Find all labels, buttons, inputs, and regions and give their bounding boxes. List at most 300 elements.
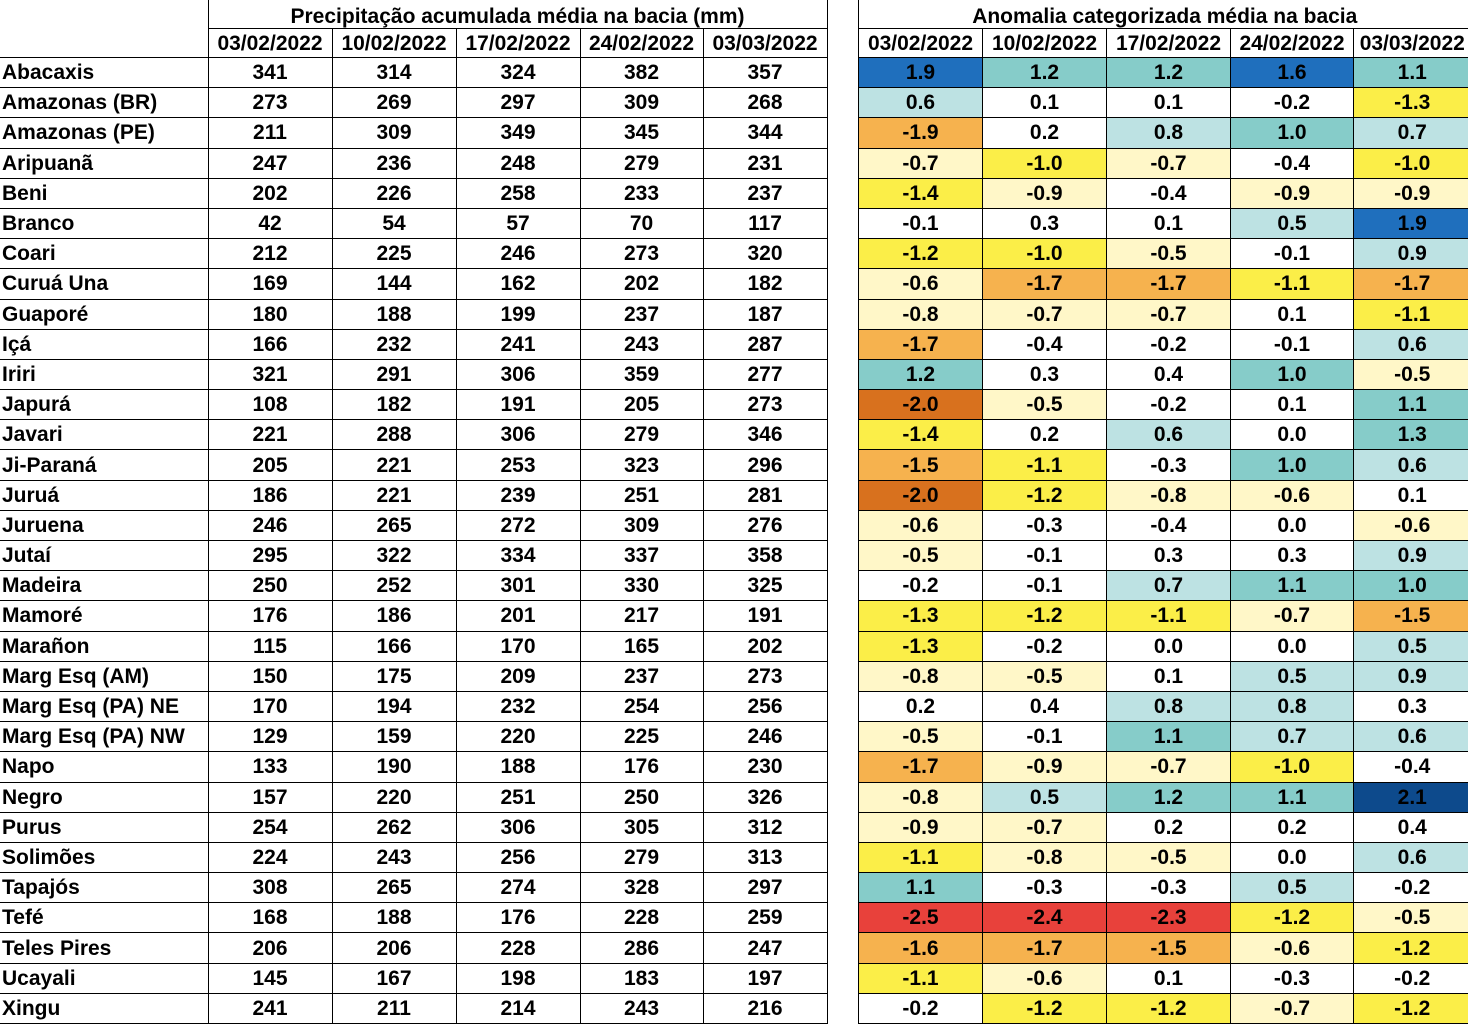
anomaly-cell: -0.5 [1107,842,1231,872]
table-row [0,541,827,571]
precip-cell: 202 [703,631,827,661]
anomaly-cell: -0.7 [1231,601,1354,631]
anomaly-cell: -1.1 [859,842,983,872]
anomaly-cell: 1.2 [1107,58,1231,88]
precip-cell: 322 [332,541,456,571]
precip-cell: 241 [208,993,332,1023]
basin-name: Juruá [0,480,208,510]
anomaly-cell: -0.6 [859,269,983,299]
precip-cell: 254 [208,812,332,842]
table-row [859,541,1468,571]
anomaly-cell: -1.4 [859,420,983,450]
table-row [859,58,1468,88]
precip-cell: 211 [332,993,456,1023]
anomaly-cell: 0.7 [1107,571,1231,601]
anomaly-cell: -0.4 [1107,178,1231,208]
anomaly-cell: -2.4 [983,903,1107,933]
table-row [859,299,1468,329]
anomaly-cell: -0.1 [983,722,1107,752]
precip-cell: 233 [580,178,703,208]
anomaly-cell: 0.8 [1107,118,1231,148]
anomaly-cell: -0.2 [1107,329,1231,359]
anomaly-cell: -1.6 [859,933,983,963]
anomaly-cell: 0.6 [1107,420,1231,450]
anom-date-header: 03/02/2022 [859,29,983,58]
precip-cell: 183 [580,963,703,993]
precip-cell: 306 [456,359,580,389]
precip-cell: 274 [456,873,580,903]
table-row [0,178,827,208]
precip-cell: 202 [580,269,703,299]
precip-cell: 358 [703,541,827,571]
precip-cell: 309 [580,510,703,540]
table-row [0,329,827,359]
anomaly-cell: -1.2 [983,601,1107,631]
precip-cell: 212 [208,239,332,269]
precip-cell: 344 [703,118,827,148]
precip-cell: 168 [208,903,332,933]
basin-name: Coari [0,239,208,269]
precip-cell: 296 [703,450,827,480]
anomaly-cell: -0.2 [859,993,983,1023]
anomaly-cell: 0.2 [1231,812,1354,842]
table-row [859,359,1468,389]
precip-cell: 253 [456,450,580,480]
precip-cell: 176 [456,903,580,933]
anomaly-cell: 0.9 [1354,239,1468,269]
precip-cell: 188 [456,752,580,782]
anom-date-header: 10/02/2022 [983,29,1107,58]
anomaly-cell: 1.0 [1231,450,1354,480]
precip-cell: 145 [208,963,332,993]
anomaly-cell: 1.3 [1354,420,1468,450]
anomaly-cell: -1.7 [859,329,983,359]
anomaly-cell: -0.5 [1354,903,1468,933]
anomaly-table [858,0,1468,1024]
anomaly-cell: 1.2 [983,58,1107,88]
anomaly-title: Anomalia categorizada média na bacia [859,0,1468,29]
precip-cell: 166 [332,631,456,661]
anomaly-cell: -1.3 [859,601,983,631]
precip-cell: 382 [580,58,703,88]
anomaly-cell: -1.4 [859,178,983,208]
anomaly-cell: -1.0 [983,148,1107,178]
table-row [859,178,1468,208]
anomaly-cell: 0.6 [1354,329,1468,359]
table-row [0,873,827,903]
anomaly-cell: -0.1 [983,571,1107,601]
anomaly-cell: -0.4 [983,329,1107,359]
anomaly-cell: -0.1 [1231,239,1354,269]
table-row [859,450,1468,480]
table-row [859,722,1468,752]
anomaly-cell: -0.1 [1231,329,1354,359]
precip-cell: 243 [580,329,703,359]
table-row [0,993,827,1023]
table-row [859,631,1468,661]
precip-cell: 256 [456,842,580,872]
anomaly-cell: 1.0 [1354,571,1468,601]
table-row [0,390,827,420]
precip-cell: 186 [208,480,332,510]
anomaly-cell: 0.1 [983,88,1107,118]
basin-name: Napo [0,752,208,782]
precip-cell: 216 [703,993,827,1023]
precip-cell: 247 [208,148,332,178]
anomaly-cell: 0.6 [859,88,983,118]
anomaly-cell: -0.5 [859,541,983,571]
anomaly-cell: 0.7 [1231,722,1354,752]
precip-cell: 228 [456,933,580,963]
anomaly-cell: 0.8 [1231,691,1354,721]
anomaly-cell: 0.3 [1231,541,1354,571]
basin-name: Xingu [0,993,208,1023]
anomaly-cell: -1.2 [1354,993,1468,1023]
precip-cell: 346 [703,420,827,450]
anomaly-cell: -1.0 [1354,148,1468,178]
precip-cell: 325 [703,571,827,601]
precip-cell: 279 [580,842,703,872]
anomaly-cell: -0.9 [1231,178,1354,208]
precip-cell: 291 [332,359,456,389]
anomaly-cell: -1.5 [1107,933,1231,963]
anomaly-cell: 0.0 [1231,420,1354,450]
precip-cell: 205 [580,390,703,420]
anomaly-cell: -1.7 [983,933,1107,963]
corner-cell [0,0,208,29]
basin-name: Amazonas (BR) [0,88,208,118]
anomaly-cell: -1.1 [859,963,983,993]
table-row [0,420,827,450]
anomaly-cell: -0.4 [1107,510,1231,540]
basin-name: Marg Esq (PA) NE [0,691,208,721]
anomaly-cell: -0.7 [859,148,983,178]
table-row [0,722,827,752]
anomaly-cell: -1.1 [1354,299,1468,329]
precip-cell: 330 [580,571,703,601]
anomaly-cell: -0.4 [1354,752,1468,782]
anomaly-cell: 0.2 [1107,812,1231,842]
basin-name: Ji-Paraná [0,450,208,480]
precip-cell: 246 [703,722,827,752]
precip-cell: 176 [208,601,332,631]
anomaly-cell: 1.0 [1231,359,1354,389]
anom-date-header: 03/03/2022 [1354,29,1468,58]
precip-cell: 205 [208,450,332,480]
basin-name: Japurá [0,390,208,420]
precip-cell: 288 [332,420,456,450]
precip-cell: 232 [332,329,456,359]
precip-cell: 197 [703,963,827,993]
anomaly-cell: 0.3 [1354,691,1468,721]
precip-cell: 202 [208,178,332,208]
anomaly-cell: -1.3 [1354,88,1468,118]
anomaly-cell: -0.2 [1231,88,1354,118]
anomaly-cell: -0.3 [983,510,1107,540]
anomaly-cell: -1.7 [1354,269,1468,299]
anomaly-cell: 0.3 [983,359,1107,389]
table-row [859,903,1468,933]
precip-cell: 209 [456,661,580,691]
precip-cell: 201 [456,601,580,631]
basin-name: Curuá Una [0,269,208,299]
precip-cell: 199 [456,299,580,329]
precip-cell: 144 [332,269,456,299]
anomaly-cell: 0.4 [1107,359,1231,389]
precip-cell: 341 [208,58,332,88]
basin-name: Juruena [0,510,208,540]
precip-cell: 273 [580,239,703,269]
basin-name: Tapajós [0,873,208,903]
basin-name: Javari [0,420,208,450]
table-row [0,571,827,601]
table-row [859,208,1468,238]
anomaly-cell: 0.6 [1354,722,1468,752]
precip-cell: 150 [208,661,332,691]
anomaly-cell: -0.8 [859,782,983,812]
anom-date-header: 17/02/2022 [1107,29,1231,58]
precip-cell: 57 [456,208,580,238]
table-row [0,239,827,269]
precip-cell: 250 [208,571,332,601]
precip-cell: 272 [456,510,580,540]
anomaly-cell: -0.3 [1231,963,1354,993]
table-row [859,239,1468,269]
anomaly-cell: -0.2 [1354,963,1468,993]
anomaly-cell: -1.1 [983,450,1107,480]
precip-cell: 297 [703,873,827,903]
precip-cell: 306 [456,420,580,450]
precip-cell: 265 [332,873,456,903]
anomaly-cell: -2.0 [859,480,983,510]
anomaly-cell: 0.6 [1354,842,1468,872]
table-row [859,691,1468,721]
precip-cell: 129 [208,722,332,752]
table-row [859,993,1468,1023]
precip-cell: 246 [208,510,332,540]
table-row [0,450,827,480]
table-row [0,812,827,842]
precip-cell: 206 [208,933,332,963]
table-row [0,933,827,963]
precip-cell: 220 [456,722,580,752]
anomaly-cell: -2.0 [859,390,983,420]
anomaly-cell: -1.9 [859,118,983,148]
anomaly-cell: -0.7 [1107,299,1231,329]
anomaly-cell: 0.8 [1107,691,1231,721]
anomaly-cell: 1.2 [859,359,983,389]
anomaly-cell: 0.1 [1354,480,1468,510]
anomaly-cell: -0.2 [1354,873,1468,903]
precip-cell: 186 [332,601,456,631]
anomaly-cell: -1.1 [1231,269,1354,299]
precip-cell: 169 [208,269,332,299]
basin-name: Beni [0,178,208,208]
anomaly-cell: 0.5 [1354,631,1468,661]
precip-cell: 286 [580,933,703,963]
anomaly-cell: -0.8 [1107,480,1231,510]
precip-cell: 167 [332,963,456,993]
table-row [0,269,827,299]
precip-cell: 159 [332,722,456,752]
anomaly-cell: 1.0 [1231,118,1354,148]
basin-name: Branco [0,208,208,238]
anomaly-cell: -0.5 [1354,359,1468,389]
anomaly-cell: 2.1 [1354,782,1468,812]
precip-cell: 42 [208,208,332,238]
anomaly-cell: 0.1 [1107,208,1231,238]
anomaly-cell: -0.7 [983,299,1107,329]
anomaly-cell: -0.7 [1231,993,1354,1023]
basin-name: Amazonas (PE) [0,118,208,148]
anomaly-cell: 0.5 [1231,208,1354,238]
anomaly-cell: 0.4 [1354,812,1468,842]
anomaly-cell: 1.9 [859,58,983,88]
precip-date-header: 10/02/2022 [332,29,456,58]
precip-date-header: 17/02/2022 [456,29,580,58]
precip-cell: 273 [208,88,332,118]
precip-cell: 246 [456,239,580,269]
precip-cell: 239 [456,480,580,510]
anomaly-cell: 0.5 [983,782,1107,812]
table-row [859,873,1468,903]
precip-cell: 321 [208,359,332,389]
table-row [859,510,1468,540]
precip-cell: 221 [208,420,332,450]
precip-cell: 251 [580,480,703,510]
table-row [0,58,827,88]
table-row [859,420,1468,450]
anomaly-header-row [859,29,1468,58]
anomaly-cell: 0.0 [1231,631,1354,661]
anomaly-cell: 0.5 [1231,661,1354,691]
anomaly-cell: -0.9 [1354,178,1468,208]
precipitation-title: Precipitação acumulada média na bacia (mm) [208,0,827,29]
table-row [0,510,827,540]
anomaly-cell: -0.1 [859,208,983,238]
precip-cell: 224 [208,842,332,872]
precip-cell: 323 [580,450,703,480]
anom-date-header: 24/02/2022 [1231,29,1354,58]
precip-cell: 312 [703,812,827,842]
table-row [859,812,1468,842]
table-row [859,390,1468,420]
basin-name: Negro [0,782,208,812]
anomaly-cell: -0.9 [983,752,1107,782]
anomaly-cell: -1.3 [859,631,983,661]
table-row [0,601,827,631]
anomaly-cell: 0.2 [983,118,1107,148]
precip-cell: 165 [580,631,703,661]
anomaly-cell: 1.1 [859,873,983,903]
precip-cell: 328 [580,873,703,903]
precip-cell: 306 [456,812,580,842]
anomaly-cell: -1.2 [983,993,1107,1023]
anomaly-cell: 0.1 [1231,299,1354,329]
table-row [859,661,1468,691]
anomaly-cell: -1.2 [1107,993,1231,1023]
anomaly-cell: 1.9 [1354,208,1468,238]
precip-cell: 188 [332,299,456,329]
table-row [0,480,827,510]
anomaly-cell: -0.4 [1231,148,1354,178]
anomaly-cell: -1.7 [859,752,983,782]
precip-cell: 194 [332,691,456,721]
anomaly-cell: -2.5 [859,903,983,933]
anomaly-cell: 0.5 [1231,873,1354,903]
basin-name: Teles Pires [0,933,208,963]
precip-cell: 237 [580,661,703,691]
table-row [859,601,1468,631]
precip-cell: 176 [580,752,703,782]
table-row [0,118,827,148]
table-row [0,208,827,238]
precip-cell: 108 [208,390,332,420]
precip-cell: 254 [580,691,703,721]
precip-cell: 256 [703,691,827,721]
precip-cell: 265 [332,510,456,540]
basin-name: Marg Esq (AM) [0,661,208,691]
anomaly-cell: 0.1 [1107,88,1231,118]
precip-cell: 305 [580,812,703,842]
precip-cell: 262 [332,812,456,842]
precip-cell: 211 [208,118,332,148]
precip-cell: 220 [332,782,456,812]
precip-cell: 345 [580,118,703,148]
anomaly-cell: -0.6 [983,963,1107,993]
anomaly-cell: -1.0 [983,239,1107,269]
precip-cell: 54 [332,208,456,238]
precip-cell: 243 [332,842,456,872]
precip-cell: 206 [332,933,456,963]
anomaly-cell: -1.2 [859,239,983,269]
anomaly-cell: -0.3 [983,873,1107,903]
precip-cell: 237 [580,299,703,329]
precip-cell: 337 [580,541,703,571]
table-row [859,480,1468,510]
table-row [0,752,827,782]
anomaly-cell: -0.6 [1354,510,1468,540]
anomaly-cell: 1.6 [1231,58,1354,88]
precip-cell: 276 [703,510,827,540]
anomaly-cell: -0.3 [1107,873,1231,903]
table-row [859,752,1468,782]
anomaly-cell: 0.3 [1107,541,1231,571]
anomaly-cell: 1.1 [1231,571,1354,601]
anomaly-cell: -0.3 [1107,450,1231,480]
precip-cell: 277 [703,359,827,389]
anomaly-cell: 0.9 [1354,541,1468,571]
precip-cell: 191 [703,601,827,631]
anomaly-cell: 0.1 [1231,390,1354,420]
basin-name: Abacaxis [0,58,208,88]
precip-date-header: 03/03/2022 [703,29,827,58]
anomaly-cell: -1.2 [983,480,1107,510]
table-row [859,118,1468,148]
precip-cell: 301 [456,571,580,601]
precip-cell: 248 [456,148,580,178]
table-row [859,963,1468,993]
precip-cell: 225 [580,722,703,752]
table-row [0,691,827,721]
precip-cell: 273 [703,390,827,420]
precip-date-header: 24/02/2022 [580,29,703,58]
anomaly-cell: -0.7 [1107,752,1231,782]
precip-cell: 231 [703,148,827,178]
anomaly-cell: 0.3 [983,208,1107,238]
precip-cell: 221 [332,480,456,510]
table-row [859,269,1468,299]
